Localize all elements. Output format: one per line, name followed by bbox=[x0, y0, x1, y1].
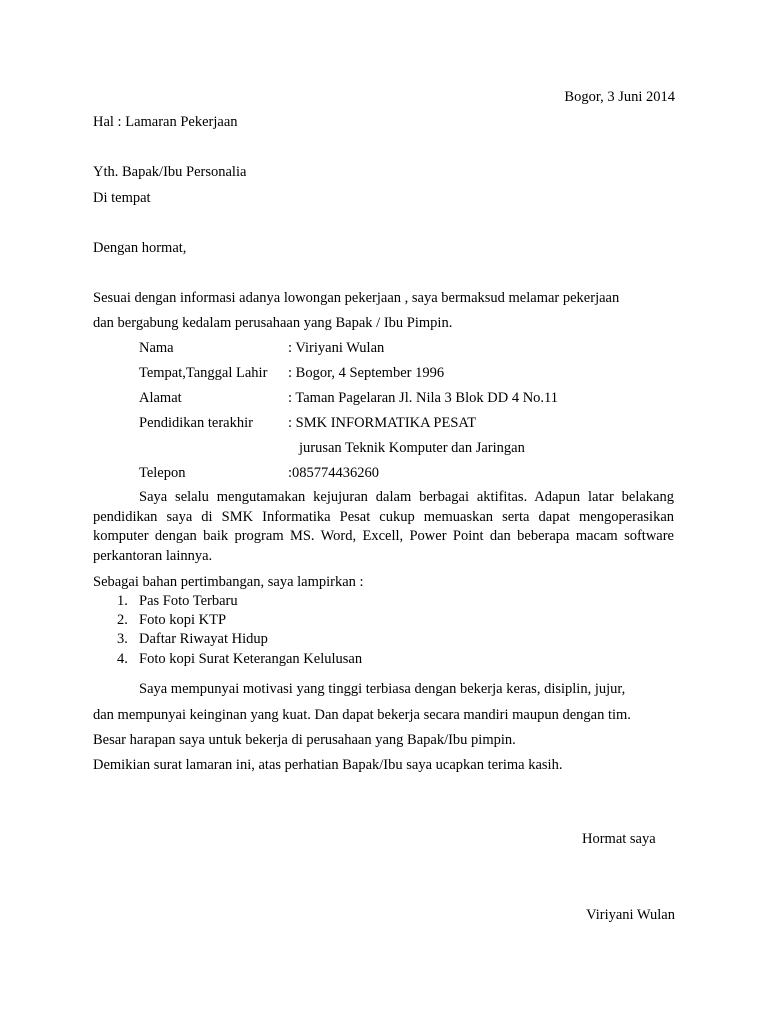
intro-line-2: dan bergabung kedalam perusahaan yang Bapak / Ibu Pimpin. bbox=[93, 315, 453, 331]
phone-label: Telepon bbox=[139, 465, 186, 481]
recipient: Yth. Bapak/Ibu Personalia bbox=[93, 164, 247, 180]
regards: Hormat saya bbox=[582, 831, 656, 847]
signature-name: Viriyani Wulan bbox=[586, 907, 675, 923]
list-item-number: 2. bbox=[117, 612, 128, 628]
recipient-location: Di tempat bbox=[93, 190, 151, 206]
intro-line-1: Sesuai dengan informasi adanya lowongan pekerjaan , saya bermaksud melamar pekerjaan bbox=[93, 290, 620, 306]
education-value: : SMK INFORMATIKA PESAT bbox=[288, 415, 477, 431]
background-paragraph: Saya selalu mengutamakan kejujuran dalam berbagai aktifitas. Adapun latar belakang pendidikan saya di SMK Informatika Pesat cukup memuaskan serta dapat mengoperasikan komputer dengan baik program MS. Word, Excell, Power Point dan beberapa macam software perkantoran lainnya. bbox=[93, 489, 674, 565]
list-item-number: 1. bbox=[117, 593, 128, 609]
greeting: Dengan hormat, bbox=[93, 240, 187, 256]
attachments-intro: Sebagai bahan pertimbangan, saya lampirkan : bbox=[93, 574, 364, 590]
place-date: Bogor, 3 Juni 2014 bbox=[564, 89, 675, 105]
address-value: : Taman Pagelaran Jl. Nila 3 Blok DD 4 No.11 bbox=[288, 390, 559, 406]
name-value: : Viriyani Wulan bbox=[288, 340, 385, 356]
birth-value: : Bogor, 4 September 1996 bbox=[288, 365, 445, 381]
phone-value: :085774436260 bbox=[288, 465, 380, 481]
address-label: Alamat bbox=[139, 390, 182, 406]
birth-label: Tempat,Tanggal Lahir bbox=[139, 365, 268, 381]
education-major: jurusan Teknik Komputer dan Jaringan bbox=[299, 440, 525, 456]
list-item: Pas Foto Terbaru bbox=[139, 593, 238, 609]
motivation-line-2: dan mempunyai keinginan yang kuat. Dan dapat bekerja secara mandiri maupun dengan tim. bbox=[93, 707, 631, 723]
education-label: Pendidikan terakhir bbox=[139, 415, 253, 431]
name-label: Nama bbox=[139, 340, 174, 356]
list-item-number: 3. bbox=[117, 631, 128, 647]
list-item: Daftar Riwayat Hidup bbox=[139, 631, 268, 647]
closing-line: Demikian surat lamaran ini, atas perhatian Bapak/Ibu saya ucapkan terima kasih. bbox=[93, 757, 563, 773]
motivation-line-1: Saya mempunyai motivasi yang tinggi terbiasa dengan bekerja keras, disiplin, jujur, bbox=[139, 681, 626, 697]
list-item: Foto kopi KTP bbox=[139, 612, 227, 628]
subject-line: Hal : Lamaran Pekerjaan bbox=[93, 114, 238, 130]
list-item: Foto kopi Surat Keterangan Kelulusan bbox=[139, 651, 363, 667]
hope-line: Besar harapan saya untuk bekerja di perusahaan yang Bapak/Ibu pimpin. bbox=[93, 732, 516, 748]
list-item-number: 4. bbox=[117, 651, 128, 667]
